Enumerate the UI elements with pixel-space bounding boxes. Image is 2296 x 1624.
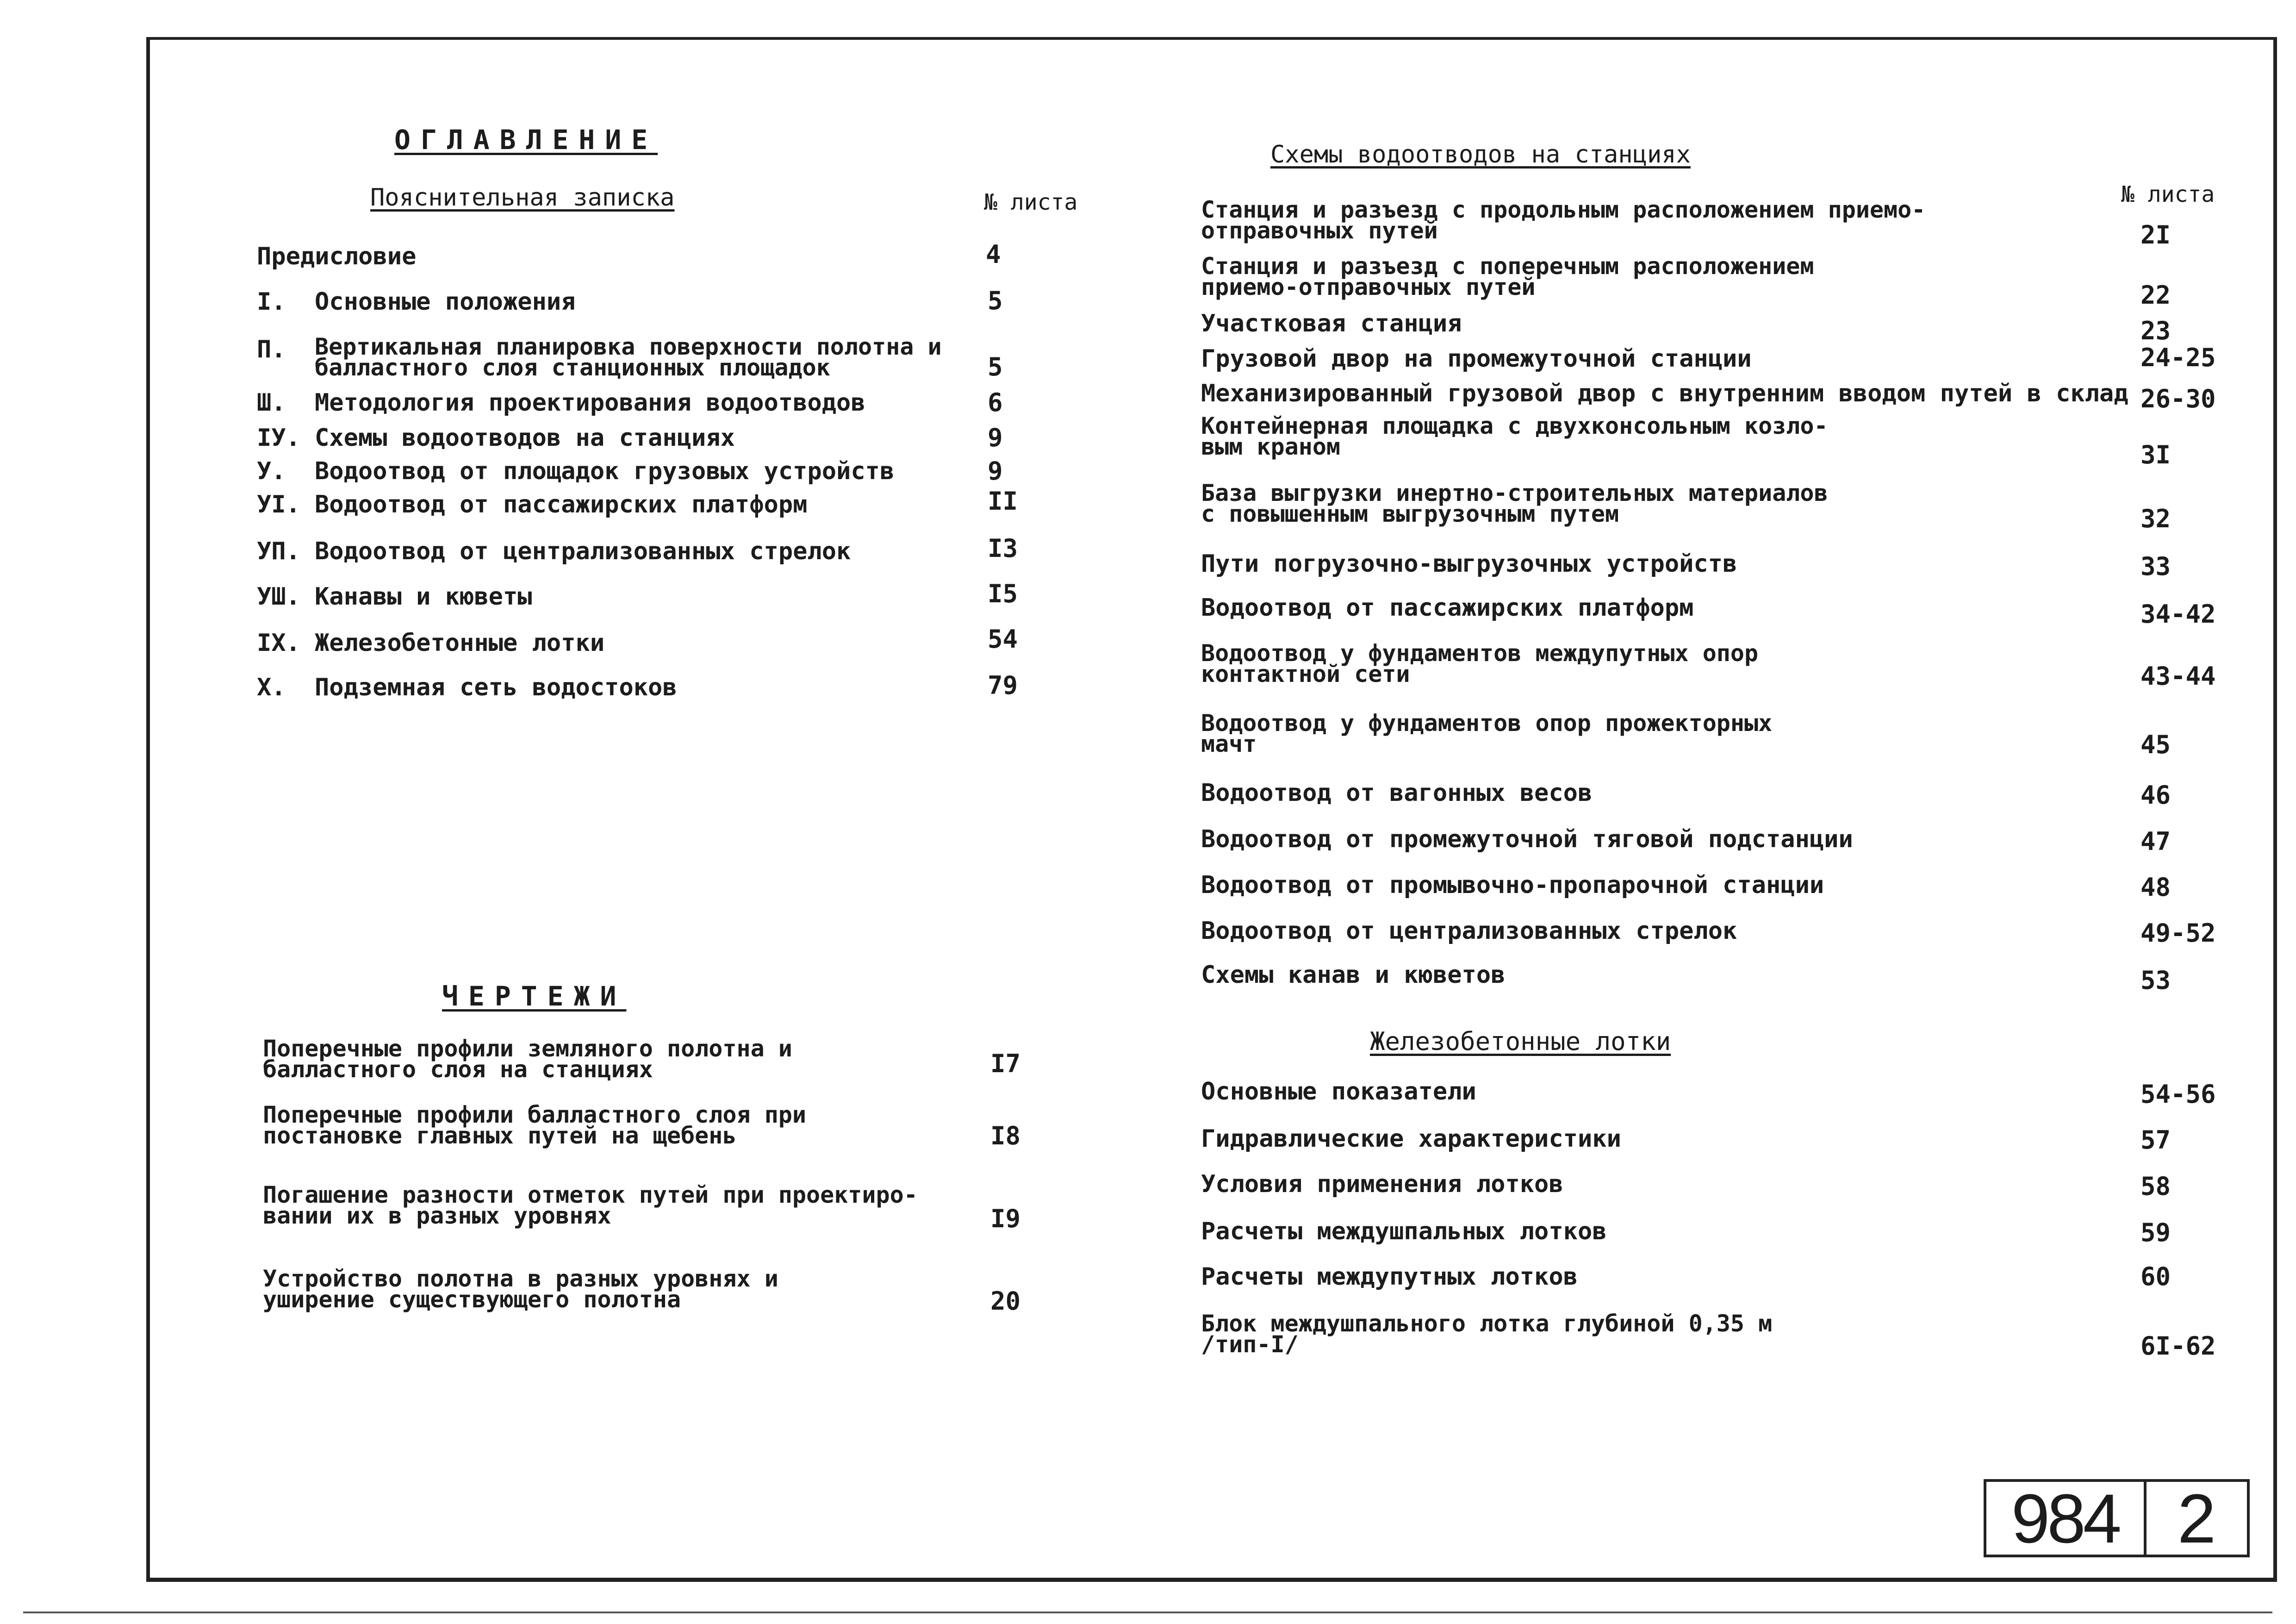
tray-page: 57 <box>2140 1125 2171 1155</box>
toc-item-underground-drains: Подземная сеть водостоков <box>315 674 677 701</box>
toc-item-foreword: Предисловие <box>257 243 417 270</box>
scheme-page: 24-25 <box>2140 343 2216 372</box>
toc-page: 79 <box>988 671 1018 700</box>
bottom-rule <box>23 1612 2272 1613</box>
toc-roman: I. <box>257 288 286 316</box>
toc-roman: П. <box>257 336 286 363</box>
left-sheet-number-heading: № листа <box>984 189 1078 215</box>
scheme-item: Водоотвод от централизованных стрелок <box>1201 917 1737 945</box>
tray-item: Расчеты междушпальных лотков <box>1201 1218 1607 1245</box>
toc-item-station-schemes: Схемы водоотводов на станциях <box>315 424 735 452</box>
drawing-item: Поперечные профили балластного слоя при постановке главных путей на щебень <box>263 1101 806 1149</box>
toc-page: 6 <box>988 388 1003 417</box>
scheme-item: Механизированный грузовой двор с внутренним вводом путей в склад <box>1201 380 2128 407</box>
scheme-page: 43-44 <box>2140 662 2216 691</box>
scheme-page: 32 <box>2140 504 2171 533</box>
drawings-heading: ЧЕРТЕЖИ <box>442 981 627 1012</box>
toc-roman: УП. <box>257 537 300 565</box>
scheme-page: 48 <box>2140 873 2171 902</box>
scheme-item: Станция и разъезд с продольным расположением приемо- отправочных путей <box>1201 196 1926 244</box>
toc-page: 54 <box>988 625 1018 654</box>
scheme-page: 3I <box>2140 440 2171 469</box>
tray-page: 59 <box>2140 1218 2171 1247</box>
scheme-item: Грузовой двор на промежуточной станции <box>1201 345 1752 373</box>
toc-page: I5 <box>988 579 1018 608</box>
scheme-item: Схемы канав и кюветов <box>1201 961 1506 989</box>
sheet-number: 2 <box>2177 1479 2216 1557</box>
toc-roman: IХ. <box>257 629 300 657</box>
scheme-item: Водоотвод от вагонных весов <box>1201 779 1593 807</box>
toc-page: 5 <box>988 352 1003 381</box>
toc-page: 9 <box>988 456 1003 486</box>
scheme-item: База выгрузки инертно-строительных материалов с повышенным выгрузочным путем <box>1201 480 1828 527</box>
tray-page: 60 <box>2140 1262 2171 1291</box>
explanatory-note-heading: Пояснительная записка <box>370 184 675 212</box>
toc-item-platform-drainage: Водоотвод от пассажирских платформ <box>315 491 808 518</box>
scheme-item: Водоотвод от промежуточной тяговой подстанции <box>1201 825 1853 853</box>
scheme-item: Водоотвод от промывочно-пропарочной станции <box>1201 871 1824 899</box>
toc-roman: УI. <box>257 491 300 518</box>
tray-page: 6I-62 <box>2140 1331 2216 1361</box>
scheme-page: 22 <box>2140 281 2171 310</box>
station-schemes-heading: Схемы водоотводов на станциях <box>1270 141 1691 169</box>
drawing-page: 20 <box>990 1287 1021 1316</box>
scheme-item: Водоотвод от пассажирских платформ <box>1201 594 1694 622</box>
toc-item-cargo-drainage: Водоотвод от площадок грузовых устройств <box>315 457 895 485</box>
scheme-page: 49-52 <box>2140 918 2216 948</box>
toc-item-concrete-trays: Железобетонные лотки <box>315 629 605 657</box>
toc-page: 5 <box>988 286 1003 315</box>
scheme-page: 33 <box>2140 552 2171 581</box>
toc-item-switch-drainage: Водоотвод от централизованных стрелок <box>315 537 851 565</box>
toc-page: 9 <box>988 423 1003 452</box>
drawing-item: Устройство полотна в разных уровнях и уширение существующего полотна <box>263 1265 778 1313</box>
toc-roman: УШ. <box>257 583 300 611</box>
right-sheet-number-heading: № листа <box>2121 181 2215 207</box>
scheme-page: 26-30 <box>2140 384 2216 413</box>
tray-page: 54-56 <box>2140 1080 2216 1109</box>
sheet-stamp <box>1984 1479 2250 1557</box>
album-number: 984 <box>1986 1482 2147 1555</box>
drawing-page: I7 <box>990 1049 1021 1078</box>
drawing-page: I8 <box>990 1121 1021 1150</box>
scheme-item: Пути погрузочно-выгрузочных устройств <box>1201 550 1737 578</box>
toc-title: ОГЛАВЛЕНИЕ <box>394 124 658 156</box>
scheme-page: 34-42 <box>2140 600 2216 629</box>
scheme-item: Контейнерная площадка с двухконсольным козло- вым краном <box>1201 412 1828 460</box>
scheme-page: 23 <box>2140 316 2171 345</box>
scheme-item: Станция и разъезд с поперечным расположением приемо-отправочных путей <box>1201 253 1814 300</box>
toc-page: II <box>988 487 1018 516</box>
scheme-page: 2I <box>2140 220 2171 250</box>
tray-item: Расчеты междупутных лотков <box>1201 1263 1578 1291</box>
drawing-page: I9 <box>990 1204 1021 1233</box>
toc-page: 4 <box>986 240 1001 269</box>
tray-page: 58 <box>2140 1172 2171 1201</box>
scheme-page: 47 <box>2140 827 2171 856</box>
scheme-item: Водоотвод у фундаментов междупутных опор контактной сети <box>1201 640 1759 687</box>
toc-roman: Х. <box>257 674 286 701</box>
tray-item: Блок междушпального лотка глубиной 0,35 м /тип-I/ <box>1201 1310 1773 1358</box>
toc-roman: Ш. <box>257 389 286 417</box>
toc-page: I3 <box>988 534 1018 563</box>
toc-item-basics: Основные положения <box>315 288 576 316</box>
tray-item: Гидравлические характеристики <box>1201 1125 1621 1153</box>
scheme-item: Участковая станция <box>1201 310 1462 337</box>
concrete-trays-heading: Железобетонные лотки <box>1370 1027 1671 1056</box>
toc-item-methodology: Методология проектирования водоотводов <box>315 389 865 417</box>
scheme-page: 46 <box>2140 781 2171 810</box>
scheme-page: 53 <box>2140 966 2171 995</box>
drawing-item: Поперечные профили земляного полотна и балластного слоя на станциях <box>263 1035 792 1083</box>
tray-item: Условия применения лотков <box>1201 1170 1563 1198</box>
drawing-item: Погашение разности отметок путей при проектиро- вании их в разных уровнях <box>263 1181 918 1229</box>
scheme-page: 45 <box>2140 730 2171 759</box>
toc-item-vertical-planning: Вертикальная планировка поверхности полотна и балластного слоя станционных площадок <box>315 333 942 381</box>
toc-roman: IУ. <box>257 424 300 452</box>
tray-item: Основные показатели <box>1201 1078 1476 1106</box>
toc-roman: У. <box>257 457 286 485</box>
scheme-item: Водоотвод у фундаментов опор прожекторных мачт <box>1201 710 1773 757</box>
toc-item-ditches: Канавы и кюветы <box>315 583 532 611</box>
